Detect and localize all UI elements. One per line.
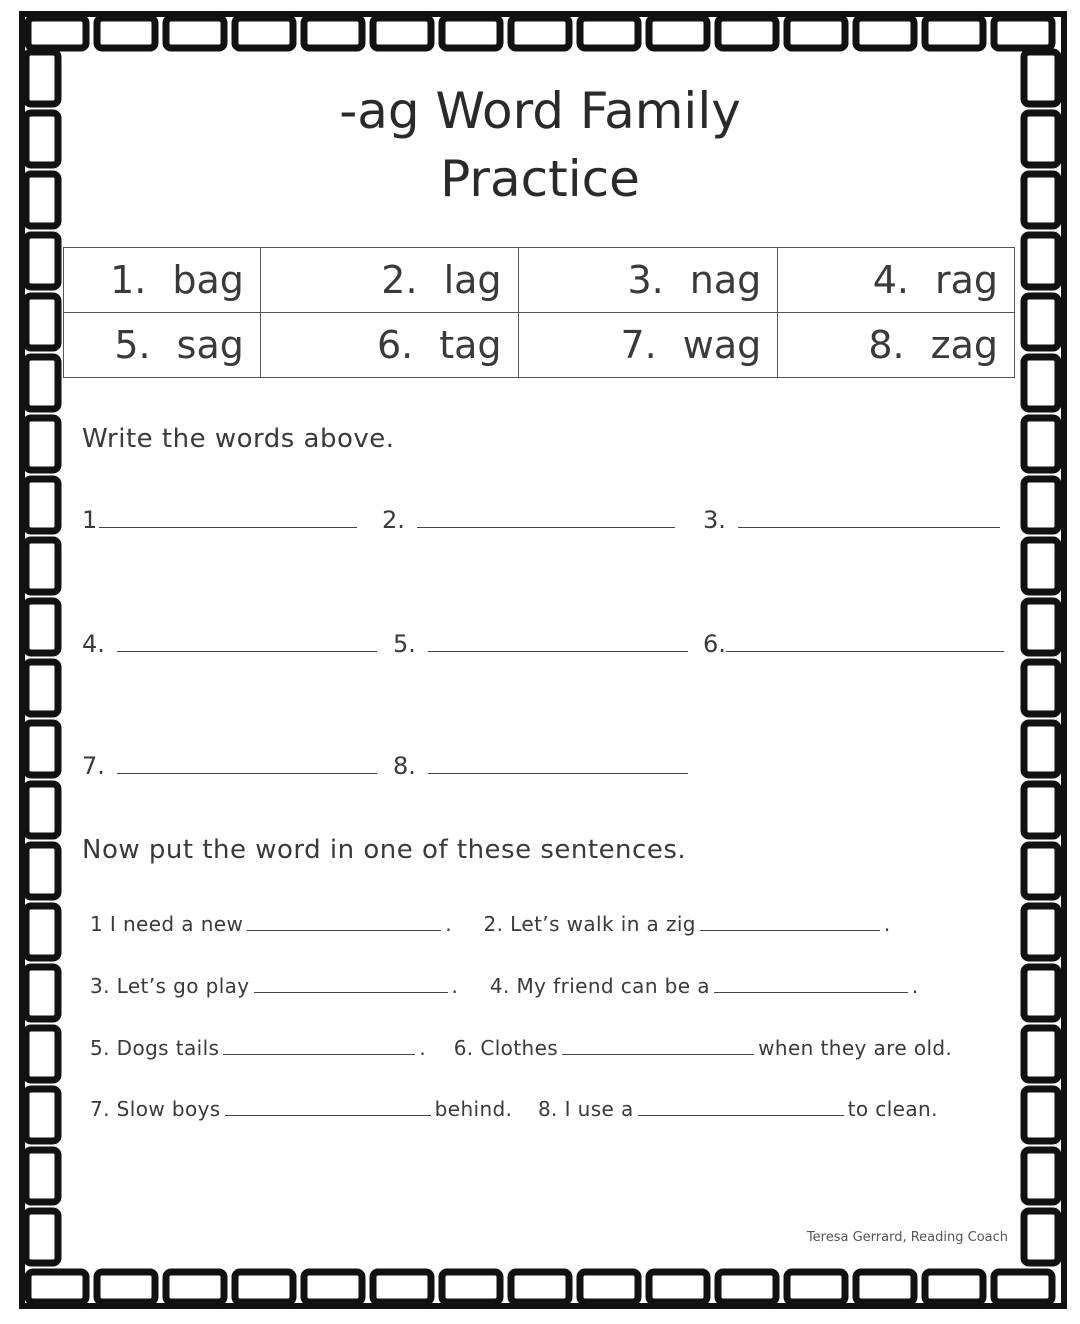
answer-line[interactable] <box>117 650 377 652</box>
sentence-row-4 <box>90 1097 938 1121</box>
word-text: zag <box>930 323 998 367</box>
sentence-7-text: 7. Slow boys <box>90 1097 221 1121</box>
answer-line[interactable] <box>99 526 357 528</box>
word-number: 3. <box>627 258 664 302</box>
word-table <box>63 247 1015 378</box>
word-text: sag <box>176 323 244 367</box>
sentence-3-blank[interactable] <box>254 991 448 993</box>
word-text: rag <box>934 258 998 302</box>
blank-number: 1 <box>82 506 98 534</box>
blank-number: 6. <box>703 630 726 658</box>
answer-line[interactable] <box>726 650 1004 652</box>
word-number: 6. <box>376 323 414 367</box>
answer-line[interactable] <box>428 650 688 652</box>
write-blank-2[interactable] <box>382 506 675 534</box>
word-text: tag <box>439 323 502 367</box>
write-blank-4[interactable] <box>82 630 377 658</box>
word-text: lag <box>443 258 502 302</box>
answer-line[interactable] <box>117 772 377 774</box>
word-cell <box>260 248 518 313</box>
word-number: 8. <box>868 323 905 367</box>
sentence-1-blank[interactable] <box>247 929 441 931</box>
sentence-3-text: 3. Let’s go play <box>90 974 250 998</box>
write-blank-5[interactable] <box>393 630 688 658</box>
sentence-5-blank[interactable] <box>223 1053 415 1055</box>
answer-line[interactable] <box>417 526 675 528</box>
sentence-6-blank[interactable] <box>562 1053 754 1055</box>
sentence-instruction: Now put the word in one of these sentences. <box>82 835 687 865</box>
sentence-5-end: . <box>419 1036 427 1060</box>
word-cell <box>260 313 518 378</box>
worksheet-title-line2: Practice <box>440 150 640 208</box>
word-number: 5. <box>114 323 151 367</box>
sentence-7-blank[interactable] <box>225 1114 431 1116</box>
sentence-row-1 <box>90 912 891 936</box>
sentence-8-blank[interactable] <box>638 1114 844 1116</box>
sentence-4-blank[interactable] <box>714 991 908 993</box>
word-row <box>64 313 1015 378</box>
word-row <box>64 248 1015 313</box>
write-blank-6[interactable] <box>703 630 1004 658</box>
word-cell <box>778 248 1015 313</box>
word-text: wag <box>682 323 762 367</box>
sentence-4-end: . <box>911 974 919 998</box>
sentence-1-text: 1 I need a new <box>90 912 244 936</box>
sentence-row-3 <box>90 1036 952 1060</box>
blank-number: 7. <box>82 752 105 780</box>
sentence-6-end: when they are old. <box>758 1036 953 1060</box>
word-number: 1. <box>110 258 147 302</box>
sentence-4-text: 4. My friend can be a <box>489 974 710 998</box>
word-text: nag <box>689 258 762 302</box>
word-number: 4. <box>872 258 909 302</box>
word-number: 2. <box>381 258 418 302</box>
write-words-instruction: Write the words above. <box>82 424 395 454</box>
sentence-1-end: . <box>445 912 452 936</box>
write-blank-1[interactable] <box>82 506 357 534</box>
blank-number: 2. <box>382 506 405 534</box>
sentence-2-blank[interactable] <box>700 929 880 931</box>
sentence-7-end: behind. <box>434 1097 513 1121</box>
write-blank-3[interactable] <box>703 506 1000 534</box>
author-credit: Teresa Gerrard, Reading Coach <box>806 1230 1008 1245</box>
worksheet-title-line1: -ag Word Family <box>339 82 741 140</box>
word-cell <box>778 313 1015 378</box>
sentence-2-end: . <box>883 912 891 936</box>
sentence-3-end: . <box>451 974 459 998</box>
sentence-2-text: 2. Let’s walk in a zig <box>483 912 696 936</box>
blank-number: 8. <box>393 752 416 780</box>
blank-number: 5. <box>393 630 416 658</box>
write-blank-7[interactable] <box>82 752 377 780</box>
word-cell <box>64 248 261 313</box>
sentence-6-text: 6. Clothes <box>453 1036 559 1060</box>
write-blank-8[interactable] <box>393 752 688 780</box>
sentence-8-text: 8. I use a <box>537 1097 634 1121</box>
word-cell <box>64 313 261 378</box>
sentence-row-2 <box>90 974 919 998</box>
answer-line[interactable] <box>738 526 1000 528</box>
blank-number: 3. <box>703 506 726 534</box>
sentence-5-text: 5. Dogs tails <box>90 1036 220 1060</box>
word-cell <box>518 313 778 378</box>
blank-number: 4. <box>82 630 105 658</box>
word-text: bag <box>172 258 244 302</box>
answer-line[interactable] <box>428 772 688 774</box>
word-number: 7. <box>620 323 657 367</box>
word-cell <box>518 248 778 313</box>
sentence-8-end: to clean. <box>847 1097 938 1121</box>
